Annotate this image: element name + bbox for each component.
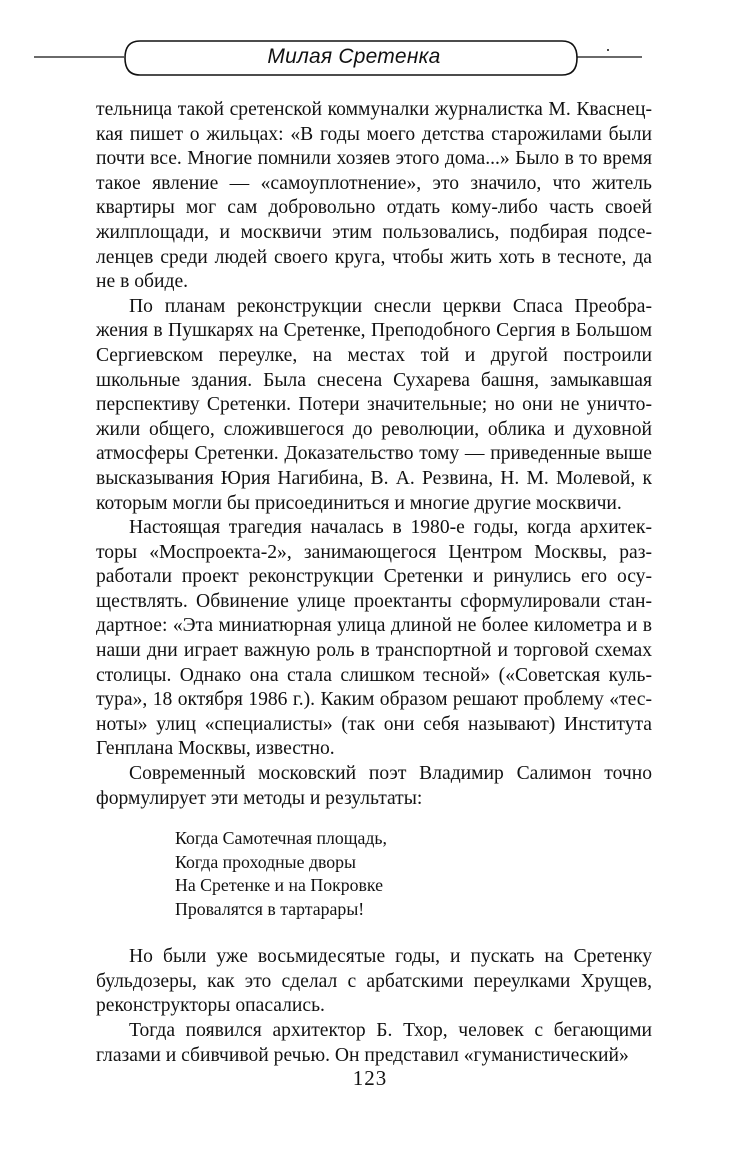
poem-line: Провалятся в тартарары! <box>175 898 365 919</box>
paragraph: По планам реконструкции снесли церкви Спаса Преображения в Пушкарях на Сретенке, Преподобного Сергия в Большом Сергиевском переулке, на местах той и другой построили школьные здания. Была снесена Сухарева башня, замыкавшая перспективу Сретенки. Потери значительные; но они не уничтожили общего, сложившегося до революции, облика и духовной атмосферы Сретенки. Доказательство тому — приведенные выше высказывания Юрия Нагибина, В. А. Резвина, Н. М. Молевой, к которым могли бы присоединиться и многие другие москвичи. <box>96 295 652 514</box>
running-header <box>34 38 674 80</box>
poem-quote <box>175 827 652 921</box>
paragraph: Настоящая трагедия началась в 1980-е годы, когда архитекторы «Моспроекта-2», занимающегося Центром Москвы, разработали проект реконструкции Сретенки и ринулись его осуществлять. Обвинение улице проектанты сформулировали стандартное: «Эта миниатюрная улица длиной не более километра и в наши дни играет важную роль в транспортной и торговой схемах столицы. Однако она стала слишком тесной» («Советская культура», 18 октября 1986 г.). Каким образом решают проблему «тесноты» улиц «специалисты» (так они себя называют) Института Генплана Москвы, известно. <box>96 517 652 760</box>
paragraph: Тогда появился архитектор Б. Тхор, человек с бегающими глазами и сбивчивой речью. Он представил «гуманистический» <box>96 1020 652 1066</box>
poem-line: На Сретенке и на Покровке <box>175 875 383 896</box>
running-header-title: Милая Сретенка <box>267 45 441 68</box>
paragraph: тельница такой сретенской коммуналки журналистка М. Кваснецкая пишет о жильцах: «В годы моего детства старожилами были почти все. Многие помнили хозяев этого дома...» Было в то время такое явление — «самоуплотнение», это значило, что житель квартиры мог сам добровольно отдать кому-либо часть своей жилплощади, и москвичи этим пользовались, подбирая подселенцев среди людей своего круга, чтобы жить хоть в тесноте, да не в обиде. <box>96 99 652 293</box>
paragraph: Но были уже восьмидесятые годы, и пускать на Сретенку бульдозеры, как это сделал с арбатскими переулками Хрущев, реконструкторы опасались. <box>96 946 652 1017</box>
poem-line: Когда Самотечная площадь, <box>175 828 387 849</box>
paragraph: Современный московский поэт Владимир Салимон точно формулирует эти методы и результаты: <box>96 763 652 809</box>
poem-line: Когда проходные дворы <box>175 851 356 872</box>
body-text <box>96 98 652 1068</box>
page-number: 123 <box>352 1066 388 1090</box>
